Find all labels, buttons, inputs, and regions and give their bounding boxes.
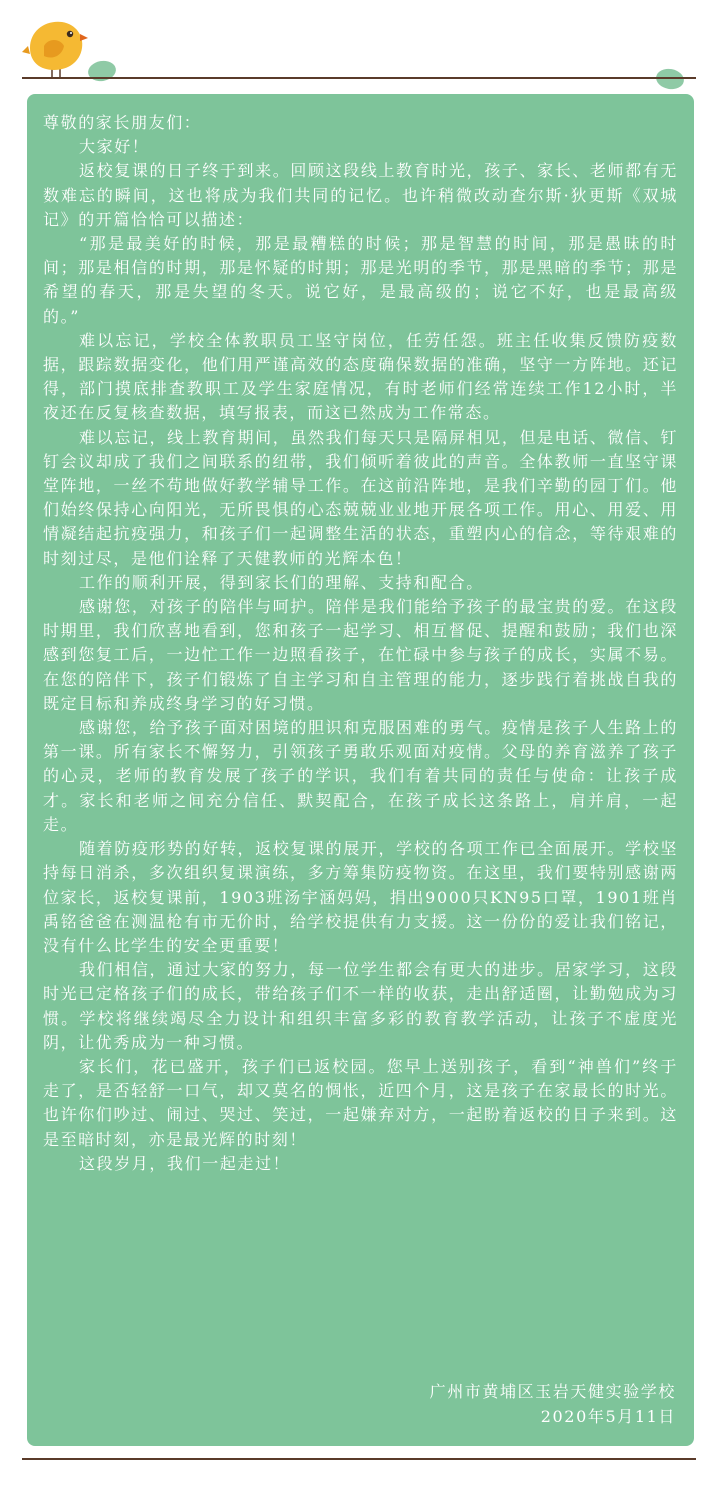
- paragraph: 返校复课的日子终于到来。回顾这段线上教育时光，孩子、家长、老师都有无数难忘的瞬间，这也将成为我们共同的记忆。也许稍微改动查尔斯·狄更斯《双城记》的开篇恰恰可以描述：: [43, 161, 678, 229]
- paragraph: 工作的顺利开展，得到家长们的理解、支持和配合。: [79, 572, 484, 592]
- footer-divider: [22, 1458, 696, 1460]
- leaf-icon: [654, 66, 686, 92]
- paragraph: 大家好！: [79, 137, 150, 157]
- signature-date: 2020年5月11日: [540, 1406, 676, 1426]
- leaf-icon: [86, 58, 118, 84]
- paragraph: 感谢您，对孩子的陪伴与呵护。陪伴是我们能给予孩子的最宝贵的爱。在这段时期里，我们欣喜地看到，您和孩子一起学习、相互督促、提醒和鼓励；我们也深感到您复工后，一边忙工作一边照看孩子，在忙碌中参与孩子的成长，实属不易。在您的陪伴下，孩子们锻炼了自主学习和自主管理的能力，逐步践行着挑战自我的既定目标和养成终身学习的好习惯。: [43, 597, 678, 713]
- paragraph: 难以忘记，线上教育期间，虽然我们每天只是隔屏相见，但是电话、微信、钉钉会议却成了我们之间联系的纽带，我们倾听着彼此的声音。全体教师一直坚守课堂阵地，一丝不苟地做好教学辅导工作。在这前沿阵地，是我们辛勤的园丁们。他们始终保持心向阳光，无所畏惧的心态兢兢业业地开展各项工作。用心、用爱、用情凝结起抗疫强力，和孩子们一起调整生活的状态，重塑内心的信念，等待艰难的时刻过尽，是他们诠释了天健教师的光辉本色！: [43, 427, 678, 568]
- paragraph: 感谢您，给予孩子面对困境的胆识和克服困难的勇气。疫情是孩子人生路上的第一课。所有家长不懈努力，引领孩子勇敢乐观面对疫情。父母的养育滋养了孩子的心灵，老师的教育发展了孩子的学识，我们有着共同的责任与使命：让孩子成才。家长和老师之间充分信任、默契配合，在孩子成长这条路上，肩并肩，一起走。: [43, 718, 678, 834]
- paragraph: 我们相信，通过大家的努力，每一位学生都会有更大的进步。居家学习，这段时光已定格孩子们的成长，带给孩子们不一样的收获，走出舒适圈，让勤勉成为习惯。学校将继续竭尽全力设计和组织丰富多彩的教育教学活动，让孩子不虚度光阴，让优秀成为一种习惯。: [43, 960, 678, 1052]
- quote-paragraph: “那是最美好的时候，那是最糟糕的时候；那是智慧的时间，那是愚昧的时间；那是相信的时期，那是怀疑的时期；那是光明的季节，那是黑暗的季节；那是希望的春天，那是失望的冬天。说它好，是最高级的；说它不好，也是最高级的。”: [43, 234, 678, 326]
- paragraph: 家长们，花已盛开，孩子们已返校园。您早上送别孩子，看到“神兽们”终于走了，是否轻舒一口气，却又莫名的惆怅，近四个月，这是孩子在家最长的时光。也许你们吵过、闹过、哭过、笑过，一起嫌弃对方，一起盼着返校的日子来到。这是至暗时刻，亦是最光辉的时刻！: [43, 1056, 678, 1149]
- paragraph: 这段岁月，我们一起走过！: [79, 1153, 291, 1173]
- yellow-bird-icon: [22, 16, 92, 80]
- salutation: 尊敬的家长朋友们：: [43, 113, 202, 132]
- signature-block: [430, 1380, 676, 1429]
- paragraph: 随着防疫形势的好转，返校复课的展开，学校的各项工作已全面展开。学校坚持每日消杀，多次组织复课演练，多方筹集防疫物资。在这里，我们要特别感谢两位家长，返校复课前，1903班汤宇涵妈妈，捐出9000只KN95口罩，1901班肖禹铭爸爸在测温枪有市无价时，给学校提供有力支援。这一份份的爱让我们铭记，没有什么比学生的安全更重要！: [43, 839, 678, 955]
- header-divider: [22, 77, 696, 79]
- school-name: 广州市黄埔区玉岩天健实验学校: [429, 1382, 676, 1401]
- paragraph: 难以忘记，学校全体教职员工坚守岗位，任劳任怨。班主任收集反馈防疫数据，跟踪数据变化，他们用严谨高效的态度确保数据的准确，坚守一方阵地。还记得，部门摸底排查教职工及学生家庭情况，有时老师们经常连续工作12小时，半夜还在反复核查数据，填写报表，而这已然成为工作常态。: [43, 330, 678, 423]
- letter-card: [27, 94, 694, 1446]
